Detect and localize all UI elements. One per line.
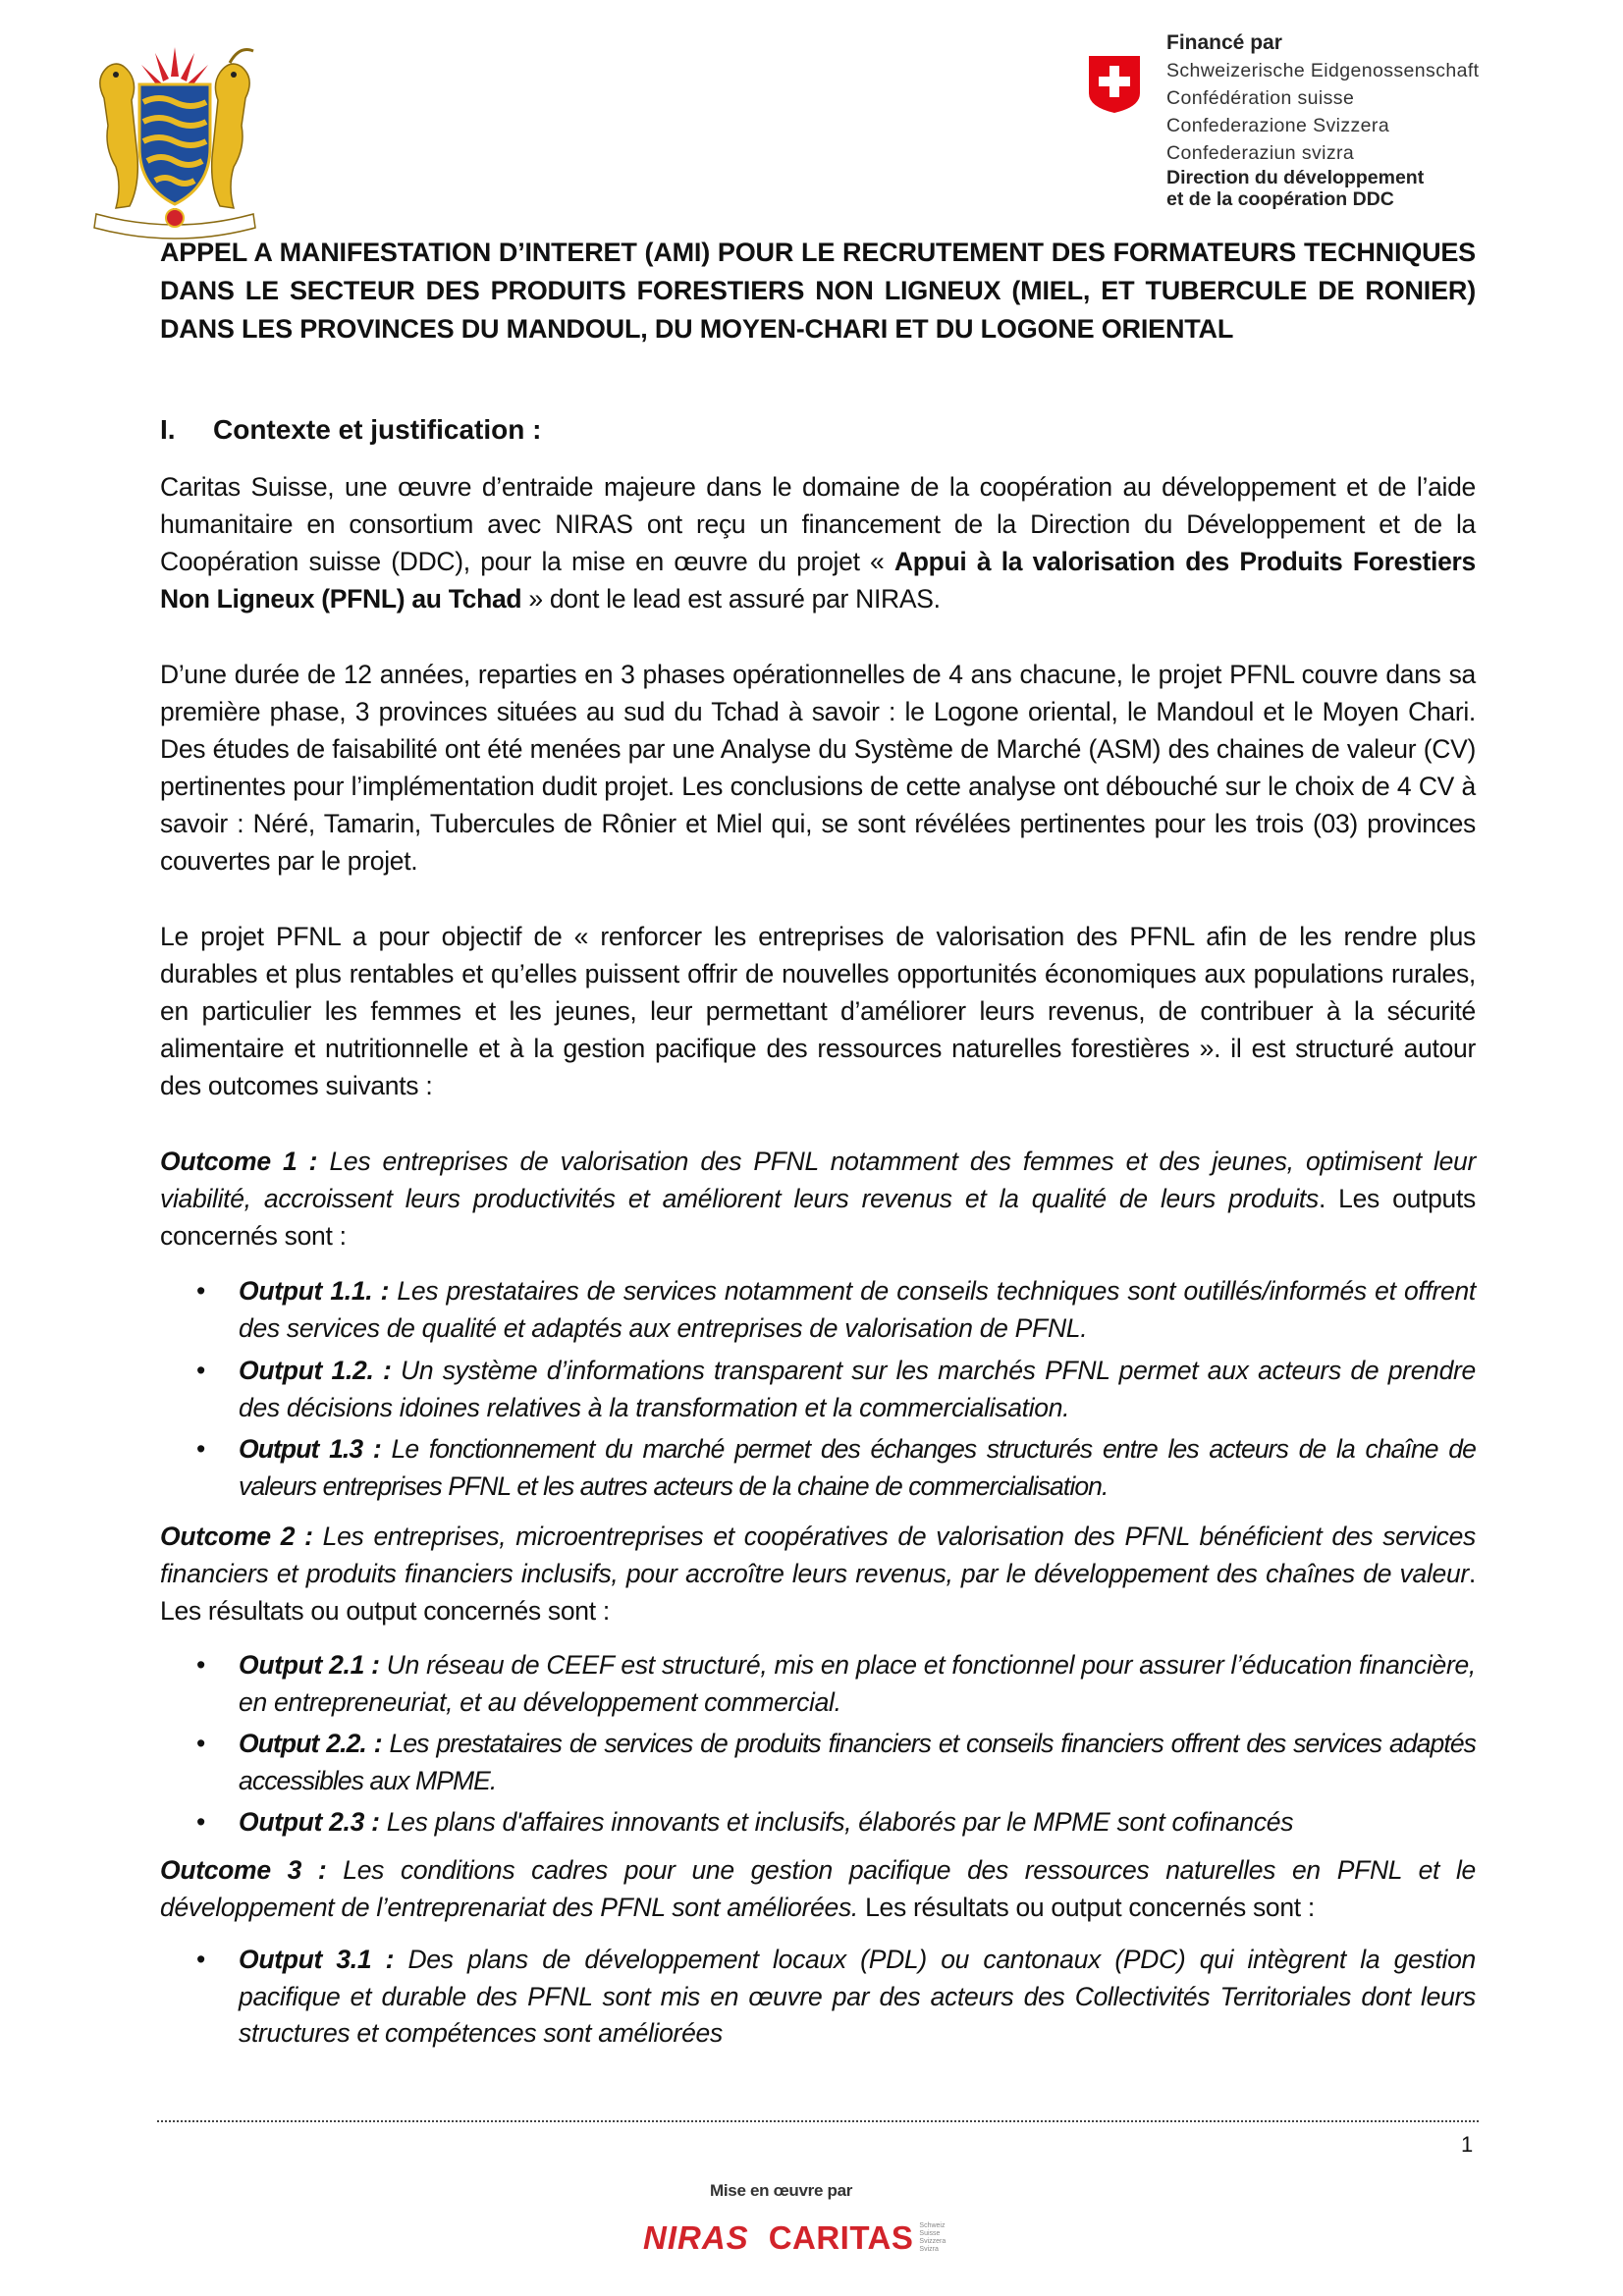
paragraph-context	[160, 468, 1476, 617]
list-item	[196, 1431, 1476, 1505]
implemented-by-label: Mise en œuvre par	[710, 2181, 853, 2200]
output-text: Des plans de développement locaux (PDL) ou cantonaux (PDC) qui intègrent la gestion pacifique et durable des PFNL sont mis en œuvre par des acteurs des Collectivités Territoriales dont leurs structures et compétences sont améliorées	[239, 1945, 1476, 2048]
outcome-text: Les entreprises de valorisation des PFNL notamment des femmes et des jeunes, optimisent leur viabilité, accroissent leurs productivités et améliorent leurs revenus et la qualité de leurs produits	[160, 1147, 1476, 1213]
output-text: Un système d’informations transparent sur les marchés PFNL permet aux acteurs de prendre des décisions idoines relatives à la transformation et la commercialisation.	[239, 1356, 1476, 1422]
output-label: Output 1.3 :	[239, 1434, 381, 1464]
niras-logo: NIRAS	[643, 2219, 749, 2256]
outcome-text: Les conditions cadres pour une gestion pacifique des ressources naturelles en PFNL et le développement de l’entreprenariat des PFNL sont améliorées.	[160, 1855, 1476, 1922]
output-text: Les plans d'affaires innovants et inclusifs, élaborés par le MPME sont cofinancés	[379, 1807, 1294, 1837]
outcome-label: Outcome 2 :	[160, 1522, 313, 1551]
list-item	[196, 1353, 1476, 1426]
agency-line: Direction du développement	[1166, 167, 1425, 188]
confederation-line: Confederaziun svizra	[1166, 142, 1355, 164]
output-text: Les prestataires de services de produits financiers et conseils financiers offrent des services adaptés accessibles aux MPME.	[239, 1729, 1477, 1795]
text-run: Caritas Suisse, une œuvre d’entraide majeure dans le domaine de la coopération au développement et de l’aide humanitaire en consortium avec NIRAS ont reçu un financement de la Direction du Développement et de la Coopération suisse (DDC), pour la mise en œuvre du projet «	[160, 472, 1476, 576]
bullet-icon: •	[196, 1945, 205, 1974]
list-item	[196, 1726, 1476, 1799]
bullet-icon: •	[196, 1356, 205, 1385]
confederation-line: Schweizerische Eidgenossenschaft	[1166, 60, 1480, 81]
output-text: Un réseau de CEEF est structuré, mis en place et fonctionnel pour assurer l’éducation financière, en entrepreneuriat, et au développement commercial.	[239, 1650, 1476, 1717]
outcome-text: Les entreprises, microentreprises et coopératives de valorisation des PFNL bénéficient des services financiers et produits financiers inclusifs, pour accroître leurs revenus, par le développement des chaînes de valeur	[160, 1522, 1476, 1588]
section-heading	[160, 412, 541, 448]
list-item	[196, 1804, 1476, 1842]
section-number: I.	[160, 414, 176, 445]
caritas-logo: CARITAS	[768, 2219, 914, 2256]
caritas-subtext-line: Svizra	[919, 2246, 939, 2253]
list-item	[196, 1273, 1476, 1347]
bullet-icon: •	[196, 1276, 205, 1306]
funder-block	[1166, 29, 1579, 210]
bullet-icon: •	[196, 1729, 205, 1758]
output-text: Le fonctionnement du marché permet des échanges structurés entre les acteurs de la chaîne de valeurs entreprises PFNL et les autres acteurs de la chaine de commercialisation.	[239, 1434, 1476, 1501]
output-label: Output 2.2. :	[239, 1729, 382, 1758]
outcome-1	[160, 1143, 1476, 1255]
caritas-subtext-line: Suisse	[919, 2230, 941, 2237]
bullet-icon: •	[196, 1807, 205, 1837]
outcome-tail: . Les outputs concernés sont :	[160, 1184, 1476, 1251]
output-text: Les prestataires de services notamment de conseils techniques sont outillés/informés et offrent des services de qualité et adaptés aux entreprises de valorisation de PFNL.	[239, 1276, 1476, 1343]
outcome-2	[160, 1518, 1476, 1629]
paragraph-objective: Le projet PFNL a pour objectif de « renforcer les entreprises de valorisation des PFNL afin de les rendre plus durables et plus rentables et qu’elles puissent offrir de nouvelles opportunités économiques aux populations rurales, en particulier les femmes et les jeunes, leur permettant d’améliorer leurs revenus, de contribuer à la sécurité alimentaire et nutritionnelle et à la gestion pacifique des ressources naturelles forestières ». il est structuré autour des outcomes suivants :	[160, 922, 1476, 1100]
list-item	[196, 1647, 1476, 1721]
output-label: Output 3.1 :	[239, 1945, 395, 1974]
swiss-confederation-flag-icon	[1087, 54, 1142, 115]
output-label: Output 1.1. :	[239, 1276, 390, 1306]
outcome-label: Outcome 3 :	[160, 1855, 327, 1885]
outcome-3	[160, 1851, 1476, 1926]
list-item	[196, 1942, 1476, 2053]
page-number: 1	[1461, 2132, 1474, 2157]
outcome-label: Outcome 1 :	[160, 1147, 318, 1176]
project-name: Appui à la valorisation des Produits Forestiers Non Ligneux (PFNL) au Tchad	[160, 547, 1476, 614]
funder-title: Financé par	[1166, 31, 1282, 54]
chad-coat-of-arms-icon	[86, 39, 263, 245]
document-title: APPEL A MANIFESTATION D’INTERET (AMI) POUR LE RECRUTEMENT DES FORMATEURS TECHNIQUES DANS LE SECTEUR DES PRODUITS FORESTIERS NON LIGNEUX (MIEL, ET TUBERCULE DE RONIER) DANS LES PROVINCES DU MANDOUL, DU MOYEN-CHARI ET DU LOGONE ORIENTAL	[160, 238, 1476, 344]
bullet-icon: •	[196, 1434, 205, 1464]
bullet-icon: •	[196, 1650, 205, 1680]
output-label: Output 1.2. :	[239, 1356, 392, 1385]
output-label: Output 2.1 :	[239, 1650, 380, 1680]
confederation-line: Confédération suisse	[1166, 87, 1355, 109]
caritas-subtext-line: Schweiz	[919, 2222, 946, 2229]
paragraph-duration: D’une durée de 12 années, reparties en 3 phases opérationnelles de 4 ans chacune, le projet PFNL couvre dans sa première phase, 3 provinces situées au sud du Tchad à savoir : le Logone oriental, le Mandoul et le Moyen Chari. Des études de faisabilité ont été menées par une Analyse du Système de Marché (ASM) des chaines de valeur (CV) pertinentes pour l’implémentation dudit projet. Les conclusions de cette analyse ont débouché sur le choix de 4 CV à savoir : Néré, Tamarin, Tubercules de Rônier et Miel qui, se sont révélées pertinentes pour les trois (03) provinces couvertes par le projet.	[160, 660, 1476, 876]
caritas-subtext-line: Svizzera	[919, 2238, 947, 2245]
footer-divider	[157, 2120, 1479, 2122]
confederation-line: Confederazione Svizzera	[1166, 115, 1390, 136]
implementer-logos	[643, 2214, 958, 2263]
section-title: Contexte et justification :	[213, 414, 542, 445]
text-run: » dont le lead est assuré par NIRAS.	[521, 584, 941, 614]
outcome-tail: . Les résultats ou output concernés sont :	[160, 1559, 1476, 1626]
output-label: Output 2.3 :	[239, 1807, 380, 1837]
outcome-tail: Les résultats ou output concernés sont :	[858, 1893, 1315, 1922]
agency-line: et de la coopération DDC	[1166, 188, 1394, 210]
caritas-logo-subtext	[919, 2222, 958, 2254]
